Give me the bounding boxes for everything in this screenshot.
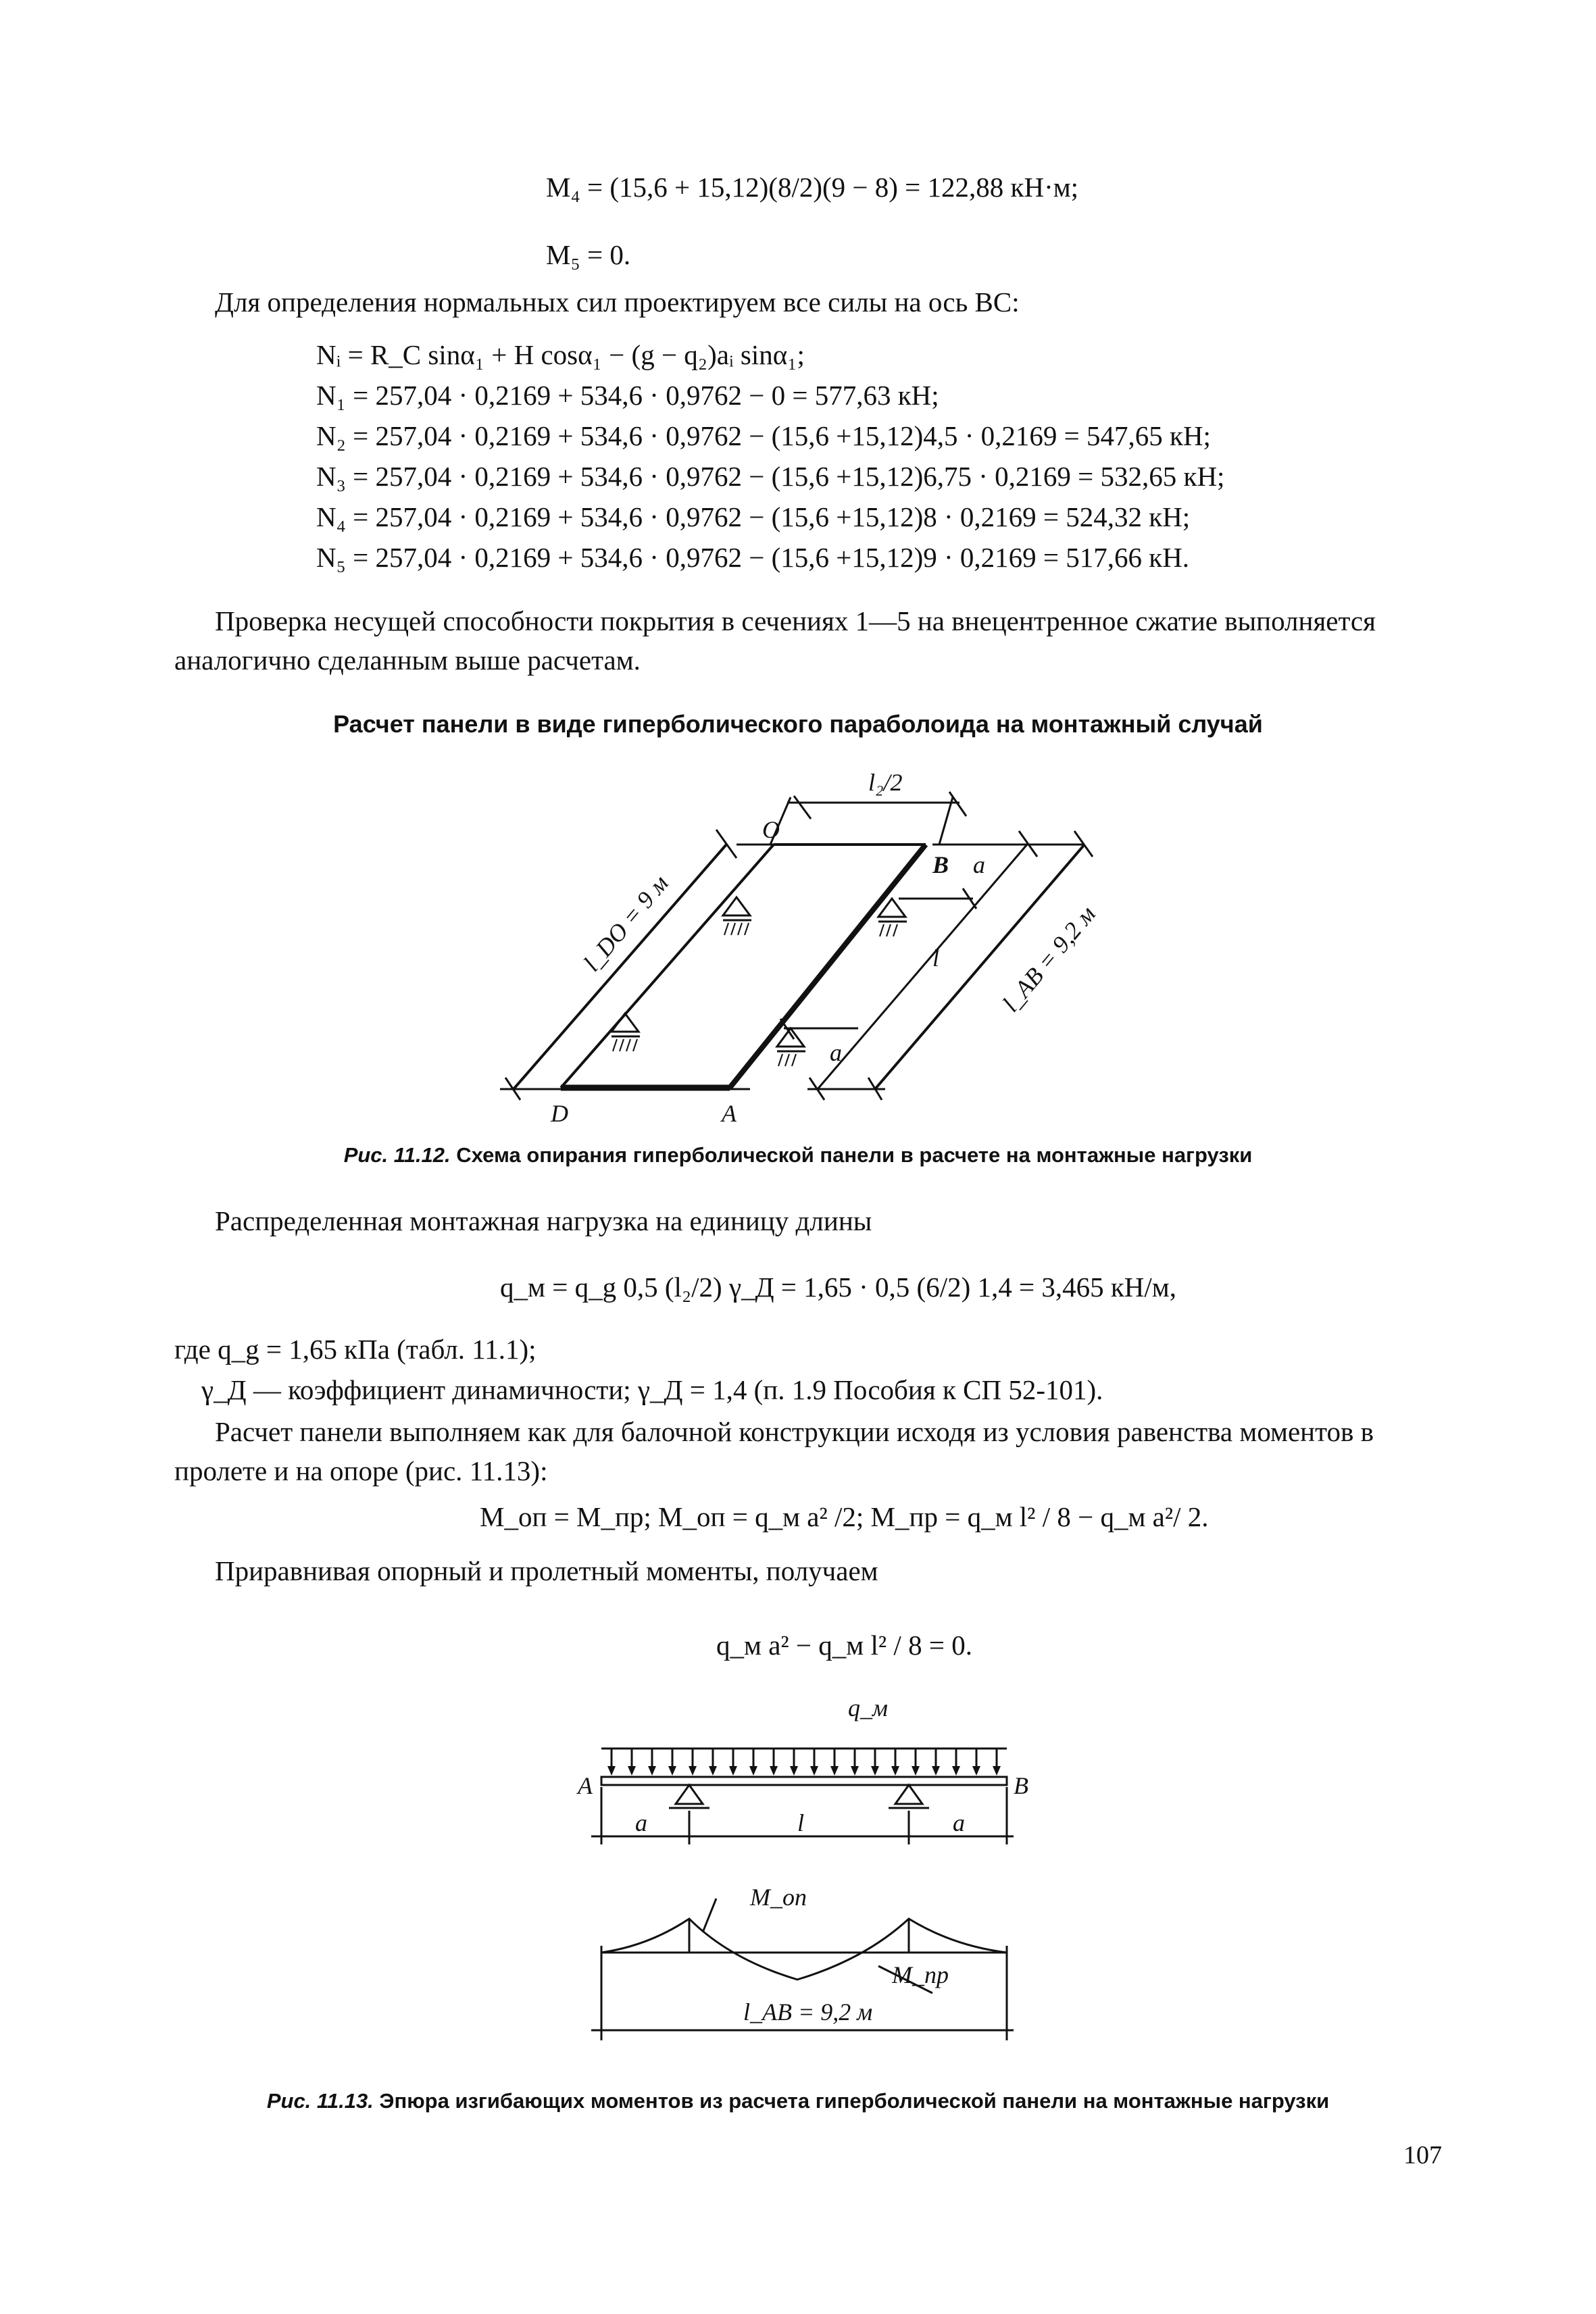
label-beam-b: B	[1014, 1772, 1028, 1799]
equation-n5: N₅ = 257,04 · 0,2169 + 534,6 · 0,9762 − (15,6 +15,12)9 · 0,2169 = 517,66 кН.	[316, 542, 1190, 573]
moment-equation: M_оп = M_пр; M_оп = q_м a² /2; M_пр = q_м l² / 8 − q_м a²/ 2.	[480, 1501, 1209, 1532]
label-a-point: A	[722, 1100, 737, 1127]
label-mop: M_оп	[750, 1884, 807, 1911]
mop-leader	[703, 1898, 716, 1932]
where-line-1: где q_g = 1,65 кПа (табл. 11.1);	[174, 1334, 537, 1365]
support-left	[676, 1785, 703, 1804]
figure-11-12-caption-text: Схема опирания гиперболической панели в расчете на монтажные нагрузки	[456, 1143, 1253, 1167]
check-paragraph: Проверка несущей способности покрытия в сечениях 1—5 на внецентренное сжатие выполняется аналогично сделанным выше расчетам.	[174, 605, 1376, 676]
label-beam-a: A	[578, 1772, 593, 1799]
intro-text: Для определения нормальных сил проектируем все силы на ось BC:	[215, 286, 1020, 318]
label-l2-half: l₂/2	[868, 769, 903, 796]
label-a-right: a	[953, 1809, 965, 1836]
beam	[601, 1777, 1007, 1785]
result-equation: q_м a² − q_м l² / 8 = 0.	[716, 1630, 972, 1661]
equate-text: Приравнивая опорный и пролетный моменты, получаем	[215, 1555, 878, 1586]
label-mpr: M_пр	[892, 1961, 949, 1988]
load-arrows	[612, 1749, 997, 1774]
label-a-bottom: a	[830, 1039, 842, 1066]
label-d: D	[551, 1100, 568, 1127]
label-l: l	[932, 945, 940, 972]
label-a-top: a	[973, 851, 985, 878]
equation-m5: M₅ = 0.	[546, 239, 631, 270]
figure-11-13-caption-prefix: Рис. 11.13.	[266, 2089, 374, 2113]
figure-11-13-caption-text: Эпюра изгибающих моментов из расчета гиперболической панели на монтажные нагрузки	[379, 2089, 1330, 2113]
equation-n4: N₄ = 257,04 · 0,2169 + 534,6 · 0,9762 − (15,6 +15,12)8 · 0,2169 = 524,32 кН;	[316, 501, 1191, 532]
calc-paragraph: Расчет панели выполняем как для балочной конструкции исходя из условия равенства моментов в пролете и на опоре (рис. 11.13):	[174, 1416, 1374, 1486]
load-text: Распределенная монтажная нагрузка на единицу длины	[215, 1205, 872, 1236]
label-lab: l_AB = 9,2 м	[997, 900, 1101, 1017]
label-o: O	[762, 816, 780, 843]
support-right	[895, 1785, 922, 1804]
label-b: B	[932, 851, 949, 878]
page-number: 107	[1403, 2141, 1442, 2169]
label-a-left: a	[635, 1809, 647, 1836]
figure-11-13-caption	[0, 2088, 1596, 2115]
label-lab-913: l_AB = 9,2 м	[743, 1998, 873, 2026]
equation-n2: N₂ = 257,04 · 0,2169 + 534,6 · 0,9762 − (15,6 +15,12)4,5 · 0,2169 = 547,65 кН;	[316, 420, 1211, 451]
label-qm: q_м	[848, 1694, 888, 1721]
label-ldo: l_DO = 9 м	[578, 870, 674, 977]
figure-11-12-caption-prefix: Рис. 11.12.	[343, 1143, 451, 1167]
equation-n1: N₁ = 257,04 · 0,2169 + 534,6 · 0,9762 − 0 = 577,63 кН;	[316, 380, 939, 411]
where-line-2: γ_Д — коэффициент динамичности; γ_Д = 1,4 (п. 1.9 Пособия к СП 52-101).	[201, 1374, 1103, 1405]
equation-m4: M₄ = (15,6 + 15,12)(8/2)(9 − 8) = 122,88 кН·м;	[546, 172, 1079, 203]
section-heading: Расчет панели в виде гиперболического параболоида на монтажный случай	[333, 710, 1263, 738]
equation-n3: N₃ = 257,04 · 0,2169 + 534,6 · 0,9762 − (15,6 +15,12)6,75 · 0,2169 = 532,65 кН;	[316, 461, 1225, 492]
load-equation: q_м = q_g 0,5 (l₂/2) γ_Д = 1,65 · 0,5 (6/2) 1,4 = 3,465 кН/м,	[500, 1272, 1176, 1303]
equation-ni: Nᵢ = R_C sinα₁ + H cosα₁ − (g − q₂)aᵢ sinα₁;	[316, 339, 805, 370]
label-l-span: l	[797, 1809, 805, 1836]
